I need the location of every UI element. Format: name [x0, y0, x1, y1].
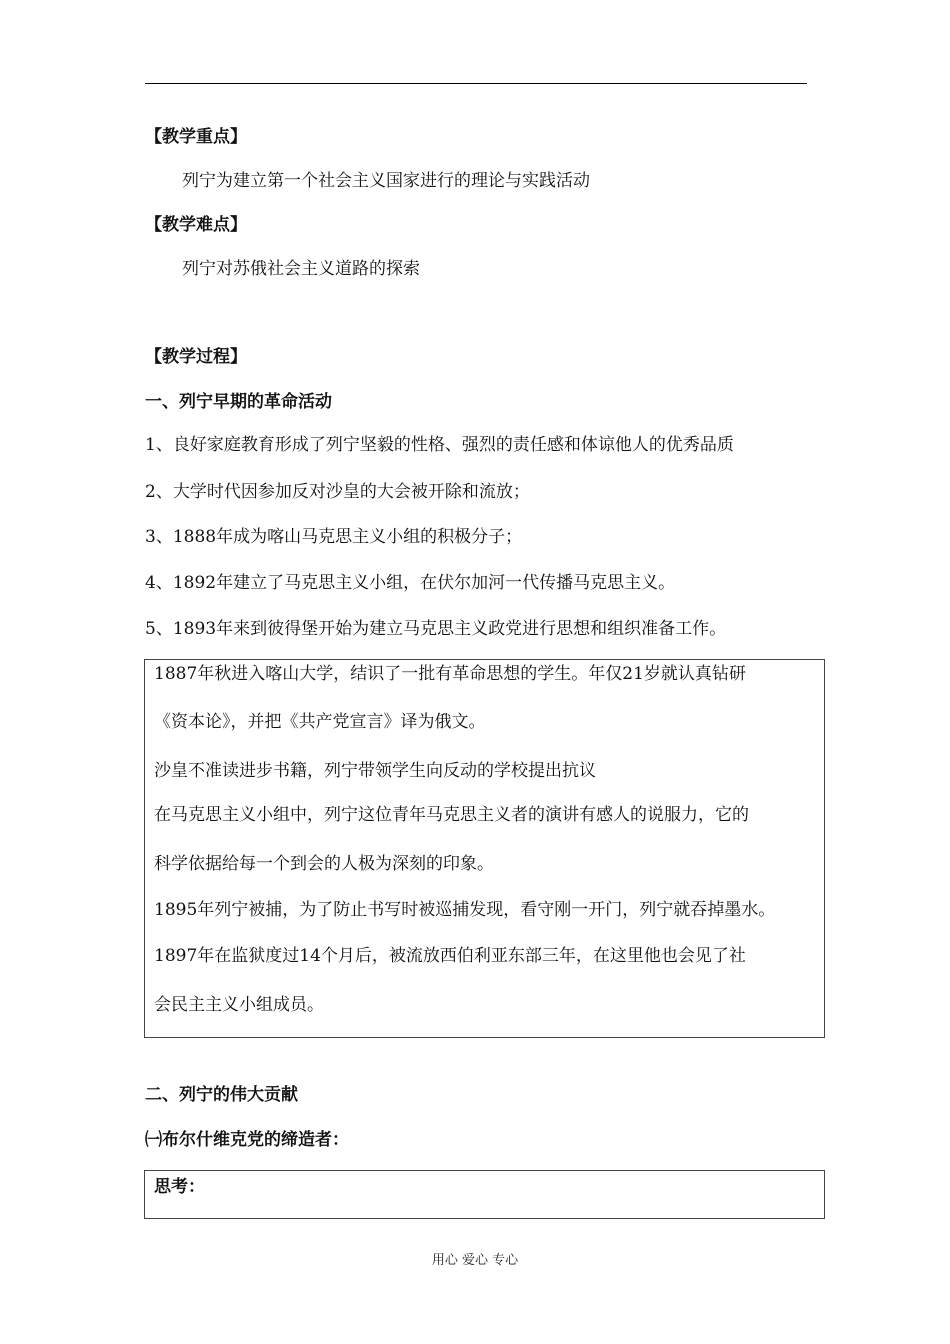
- list-item: 2、大学时代因参加反对沙皇的大会被开除和流放；: [145, 482, 530, 502]
- difficulties-heading: 【教学难点】: [145, 215, 247, 235]
- key-points-text: 列宁为建立第一个社会主义国家进行的理论与实践活动: [182, 171, 590, 191]
- key-points-heading: 【教学重点】: [145, 127, 247, 147]
- material-line: 在马克思主义小组中，列宁这位青年马克思主义者的演讲有感人的说服力，它的: [154, 805, 749, 825]
- material-line: 科学依据给每一个到会的人极为深刻的印象。: [154, 854, 494, 874]
- list-item: 1、良好家庭教育形成了列宁坚毅的性格、强烈的责任感和体谅他人的优秀品质: [145, 435, 734, 455]
- material-line: 1895年列宁被捕，为了防止书写时被巡捕发现，看守刚一开门，列宁就吞掉墨水。: [154, 900, 776, 920]
- material-box: [144, 659, 825, 1038]
- material-line: 沙皇不准读进步书籍，列宁带领学生向反动的学校提出抗议: [154, 761, 596, 781]
- list-item: 3、1888年成为喀山马克思主义小组的积极分子；: [145, 527, 523, 547]
- material-line: 会民主主义小组成员。: [154, 995, 324, 1015]
- page-footer: 用心 爱心 专心: [431, 1253, 519, 1268]
- list-item: 5、1893年来到彼得堡开始为建立马克思主义政党进行思想和组织准备工作。: [145, 619, 727, 639]
- material-line: 1897年在监狱度过14个月后，被流放西伯利亚东部三年，在这里他也会见了社: [154, 946, 746, 966]
- difficulties-text: 列宁对苏俄社会主义道路的探索: [182, 259, 420, 279]
- think-label: 思考：: [154, 1177, 205, 1197]
- part2-subheading: ㈠布尔什维克党的缔造者：: [145, 1130, 349, 1150]
- list-item: 4、1892年建立了马克思主义小组，在伏尔加河一代传播马克思主义。: [145, 573, 676, 593]
- part2-heading: 二、列宁的伟大贡献: [145, 1085, 298, 1105]
- process-heading: 【教学过程】: [145, 347, 247, 367]
- part1-heading: 一、列宁早期的革命活动: [145, 392, 332, 412]
- think-box: [144, 1170, 825, 1219]
- material-line: 《资本论》，并把《共产党宣言》译为俄文。: [154, 712, 486, 732]
- header-rule: [145, 83, 807, 84]
- material-line: 1887年秋进入喀山大学，结识了一批有革命思想的学生。年仅21岁就认真钻研: [154, 664, 746, 684]
